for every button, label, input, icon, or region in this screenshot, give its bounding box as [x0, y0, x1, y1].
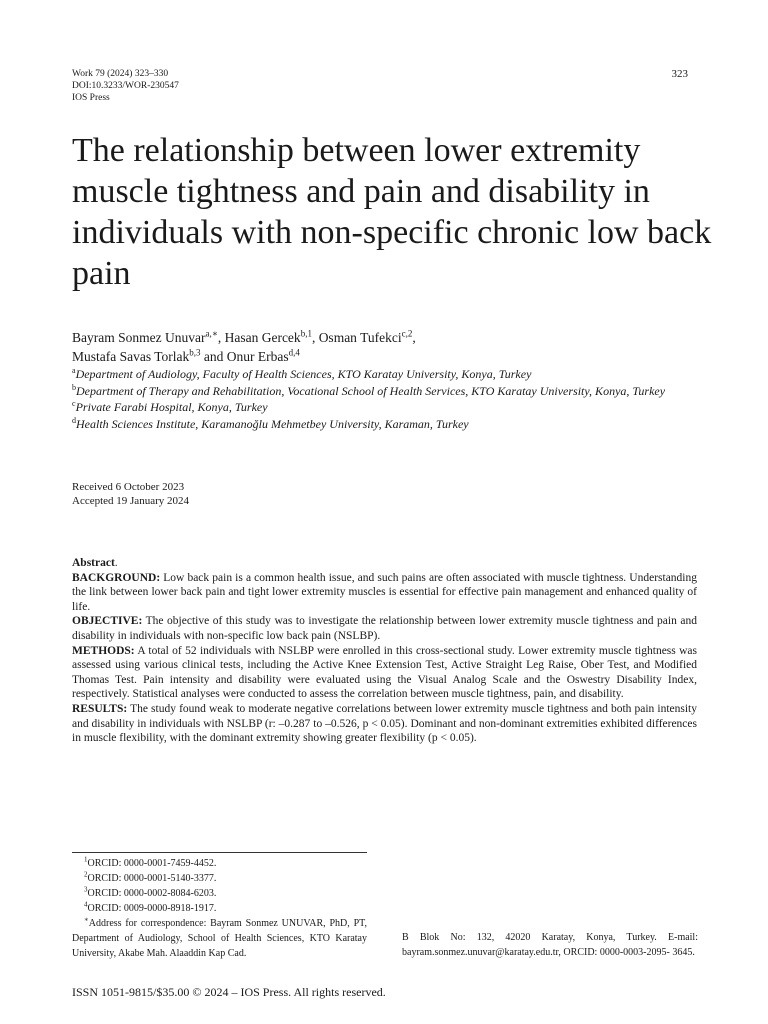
section-label: OBJECTIVE:: [72, 615, 143, 628]
author-name: Osman Tufekci: [318, 330, 402, 345]
footnote-orcid: [72, 871, 367, 886]
author-separator: ,: [217, 330, 225, 345]
affiliation-key: a: [72, 366, 76, 375]
correspondence-continued: B Blok No: 132, 42020 Karatay, Konya, Turkey. E-mail: bayram.sonmez.unuvar@karatay.edu.tr, ORCID: 0000-0003-2095- 3645.: [402, 932, 698, 958]
section-label: METHODS:: [72, 644, 135, 657]
abstract-heading-label: Abstract: [72, 557, 115, 569]
footnote-text: ORCID: 0000-0001-5140-3377.: [87, 873, 217, 884]
affiliation-text: Health Sciences Institute, Karamanoğlu Mehmetbey University, Karaman, Turkey: [76, 416, 469, 431]
affiliations: [72, 366, 700, 432]
section-label: RESULTS:: [72, 702, 128, 715]
affiliation-key: d: [72, 415, 76, 425]
affiliation-key: b: [72, 382, 76, 392]
section-text: The objective of this study was to investigate the relationship between lower extremity muscle tightness and pain and disability in individuals with non-specific low back pain (NSLBP).: [72, 615, 697, 642]
footnotes: [72, 856, 367, 961]
correspondence-address: [72, 916, 367, 961]
accepted-date: Accepted 19 January 2024: [72, 495, 189, 507]
section-text: The study found weak to moderate negative correlations between lower extremity muscle tightness and both pain intensity and disability in individuals with NSLBP (r: –0.287 to –0.526, p < 0.05). Dominant and non-dominant extremities exhibited differences in muscle flexibility, with the dominant extremity showing greater flexibility (p < 0.05).: [72, 702, 697, 745]
author-name: Onur Erbas: [226, 349, 289, 364]
section-text: A total of 52 individuals with NSLBP were enrolled in this cross-sectional study. Lower extremity muscle tightness was assessed using various clinical tests, including the Active Knee Extension Test, Active Straight Leg Raise, Ober Test, and Modified Thomas Test. Pain intensity and disability were evaluated using the Visual Analog Scale and the Oswestry Disability Index, respectively. Statistical analyses were conducted to assess the correlation between muscle tightness, pain, and disability.: [72, 644, 697, 701]
received-date: Received 6 October 2023: [72, 481, 185, 493]
abstract-background: [72, 571, 697, 615]
abstract-heading-punct: .: [114, 557, 118, 569]
section-text: Low back pain is a common health issue, and such pains are often associated with muscle tightness. Understanding the link between lower back pain and tight lower extremity muscles is essential for effective pain management and enhanced quality of life.: [72, 571, 697, 613]
abstract-objective: [72, 614, 697, 643]
section-label: BACKGROUND:: [72, 571, 161, 584]
footnote-text: ORCID: 0009-0000-8918-1917.: [87, 903, 217, 914]
author-list: [72, 328, 712, 366]
author-separator: ,: [412, 330, 416, 345]
author-affil-marker: b,1: [300, 328, 312, 339]
author-affil-marker: a,∗: [205, 328, 218, 339]
issn-copyright: ISSN 1051-9815/$35.00 © 2024 – IOS Press. All rights reserved.: [72, 985, 386, 999]
abstract-results: [72, 702, 697, 746]
footnote-marker: 3: [84, 885, 88, 894]
affiliation-text: Department of Audiology, Faculty of Health Sciences, KTO Karatay University, Konya, Turkey: [75, 367, 532, 381]
article-dates: [72, 480, 189, 508]
abstract-methods: [72, 644, 697, 702]
affiliation-item: [72, 366, 700, 383]
footnote-marker: 4: [84, 900, 88, 909]
author-name: Hasan Gercek: [224, 330, 301, 345]
publisher: IOS Press: [72, 93, 110, 103]
footnote-orcid: [72, 886, 367, 901]
author-separator: and: [200, 349, 227, 364]
author-affil-marker: d,4: [288, 347, 300, 358]
affiliation-text: Private Farabi Hospital, Konya, Turkey: [75, 400, 268, 414]
abstract: [72, 556, 697, 746]
footnote-orcid: [72, 856, 367, 871]
doi[interactable]: DOI:10.3233/WOR-230547: [72, 81, 179, 91]
footnote-divider: [72, 852, 367, 853]
affiliation-item: [72, 399, 700, 416]
affiliation-item: [72, 383, 700, 400]
affiliation-text: Department of Therapy and Rehabilitation, Vocational School of Health Services, KTO Karatay University, Konya, Turkey: [76, 383, 666, 398]
page-number: 323: [671, 68, 688, 80]
author-separator: ,: [311, 330, 319, 345]
author-affil-marker: b,3: [189, 347, 201, 358]
author-name: Mustafa Savas Torlak: [72, 349, 190, 364]
author-name: Bayram Sonmez Unuvar: [72, 330, 206, 345]
footnote-orcid: [72, 901, 367, 916]
author-affil-marker: c,2: [401, 328, 413, 339]
abstract-heading: [72, 556, 697, 571]
affiliation-key: c: [72, 399, 76, 408]
affiliation-item: [72, 416, 700, 433]
journal-citation: Work 79 (2024) 323–330: [72, 69, 169, 79]
footnote-marker: 1: [84, 855, 88, 864]
footnote-marker: ∗: [84, 915, 89, 924]
paper-title: The relationship between lower extremity muscle tightness and pain and disability in individuals with non-specific chronic low back pain: [72, 132, 712, 292]
footnote-marker: 2: [84, 870, 88, 879]
footnote-text: ORCID: 0000-0002-8084-6203.: [87, 888, 217, 899]
correspondence-text: Address for correspondence: Bayram Sonmez UNUVAR, PhD, PT, Department of Audiology, School of Health Sciences, KTO Karatay University, Akabe Mah. Alaaddin Kap Cad.: [72, 918, 367, 959]
journal-header: [72, 68, 179, 104]
footnote-text: ORCID: 0000-0001-7459-4452.: [87, 858, 217, 869]
